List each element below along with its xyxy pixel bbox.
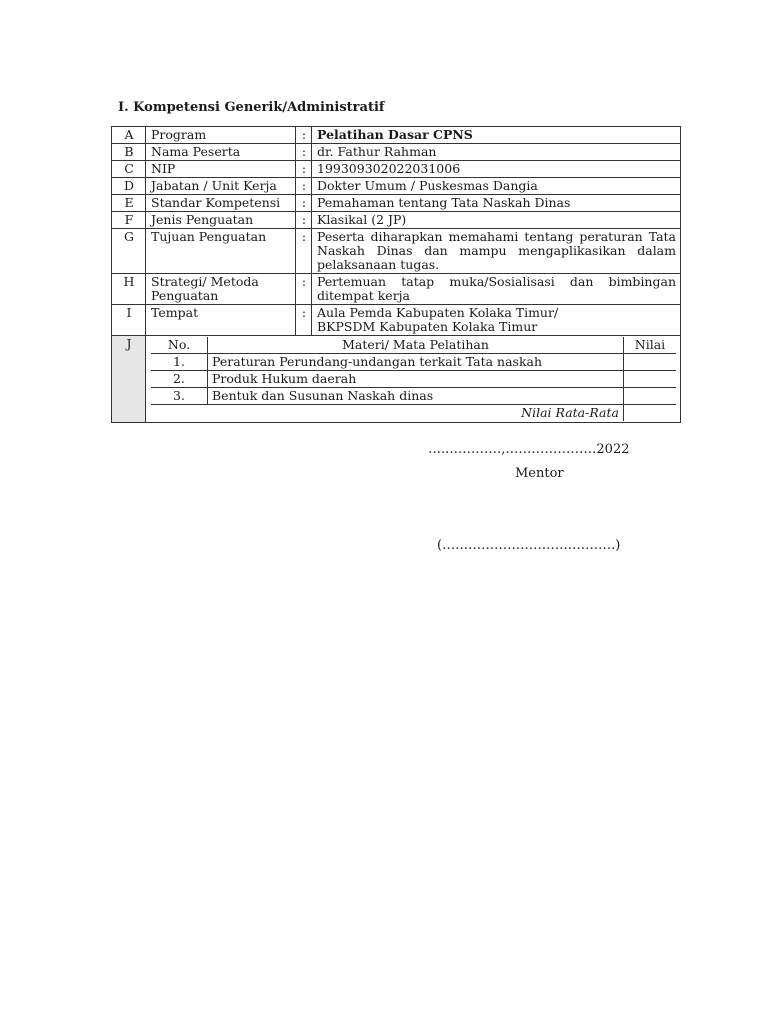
row-value (312, 305, 681, 336)
subtable-header-row (151, 337, 676, 354)
row-label: Tempat (146, 305, 296, 336)
item-nilai (624, 354, 677, 371)
item-no: 2. (151, 371, 208, 388)
competency-table (111, 126, 681, 423)
header-nilai: Nilai (624, 337, 677, 354)
row-colon: : (296, 305, 312, 336)
table-row (112, 161, 681, 178)
average-label: Nilai Rata-Rata (151, 405, 624, 422)
table-row (112, 274, 681, 305)
row-letter: D (112, 178, 146, 195)
row-letter: J (112, 336, 146, 423)
header-materi: Materi/ Mata Pelatihan (208, 337, 624, 354)
table-row (112, 229, 681, 274)
row-label: Nama Peserta (146, 144, 296, 161)
row-label: Jenis Penguatan (146, 212, 296, 229)
row-letter: C (112, 161, 146, 178)
row-label: Tujuan Penguatan (146, 229, 296, 274)
row-label: Strategi/ Metoda Penguatan (146, 274, 296, 305)
average-value (624, 405, 677, 422)
item-materi: Bentuk dan Susunan Naskah dinas (208, 388, 624, 405)
row-colon: : (296, 274, 312, 305)
row-colon: : (296, 144, 312, 161)
row-colon: : (296, 178, 312, 195)
row-colon: : (296, 161, 312, 178)
row-letter: I (112, 305, 146, 336)
row-letter: A (112, 127, 146, 144)
row-letter: H (112, 274, 146, 305)
signature-date: …..…………,…………………2022 (428, 442, 630, 457)
row-value: Dokter Umum / Puskesmas Dangia (312, 178, 681, 195)
row-colon: : (296, 195, 312, 212)
row-colon: : (296, 229, 312, 274)
row-letter: F (112, 212, 146, 229)
training-subtable (151, 337, 676, 421)
signature-name-placeholder: (………………………………….) (437, 538, 621, 553)
row-value: Pemahaman tentang Tata Naskah Dinas (312, 195, 681, 212)
training-subtable-cell (146, 336, 681, 423)
item-nilai (624, 371, 677, 388)
table-row (112, 144, 681, 161)
item-materi: Produk Hukum daerah (208, 371, 624, 388)
table-row (112, 305, 681, 336)
row-letter: G (112, 229, 146, 274)
row-value-line-1: Aula Pemda Kabupaten Kolaka Timur/ (317, 305, 559, 320)
table-row-section-j (112, 336, 681, 423)
table-row (112, 212, 681, 229)
row-colon: : (296, 127, 312, 144)
table-row (112, 127, 681, 144)
header-no: No. (151, 337, 208, 354)
item-nilai (624, 388, 677, 405)
subtable-average-row (151, 405, 676, 422)
row-label: Program (146, 127, 296, 144)
row-value: 199309302022031006 (312, 161, 681, 178)
subtable-row (151, 371, 676, 388)
row-letter: E (112, 195, 146, 212)
row-letter: B (112, 144, 146, 161)
row-value: Klasikal (2 JP) (312, 212, 681, 229)
row-colon: : (296, 212, 312, 229)
row-label: Standar Kompetensi (146, 195, 296, 212)
signature-role: Mentor (515, 466, 564, 481)
subtable-row (151, 354, 676, 371)
row-value: Pelatihan Dasar CPNS (312, 127, 681, 144)
row-value: Pertemuan tatap muka/Sosialisasi dan bimbingan ditempat kerja (312, 274, 681, 305)
item-no: 1. (151, 354, 208, 371)
table-row (112, 195, 681, 212)
subtable-row (151, 388, 676, 405)
row-value: dr. Fathur Rahman (312, 144, 681, 161)
item-materi: Peraturan Perundang-undangan terkait Tata naskah (208, 354, 624, 371)
row-value-line-2: BKPSDM Kabupaten Kolaka Timur (317, 319, 538, 334)
row-value: Peserta diharapkan memahami tentang peraturan Tata Naskah Dinas dan mampu mengaplikasikan dalam pelaksanaan tugas. (312, 229, 681, 274)
section-heading: I. Kompetensi Generik/Administratif (118, 100, 385, 115)
row-label: Jabatan / Unit Kerja (146, 178, 296, 195)
row-label: NIP (146, 161, 296, 178)
table-row (112, 178, 681, 195)
item-no: 3. (151, 388, 208, 405)
